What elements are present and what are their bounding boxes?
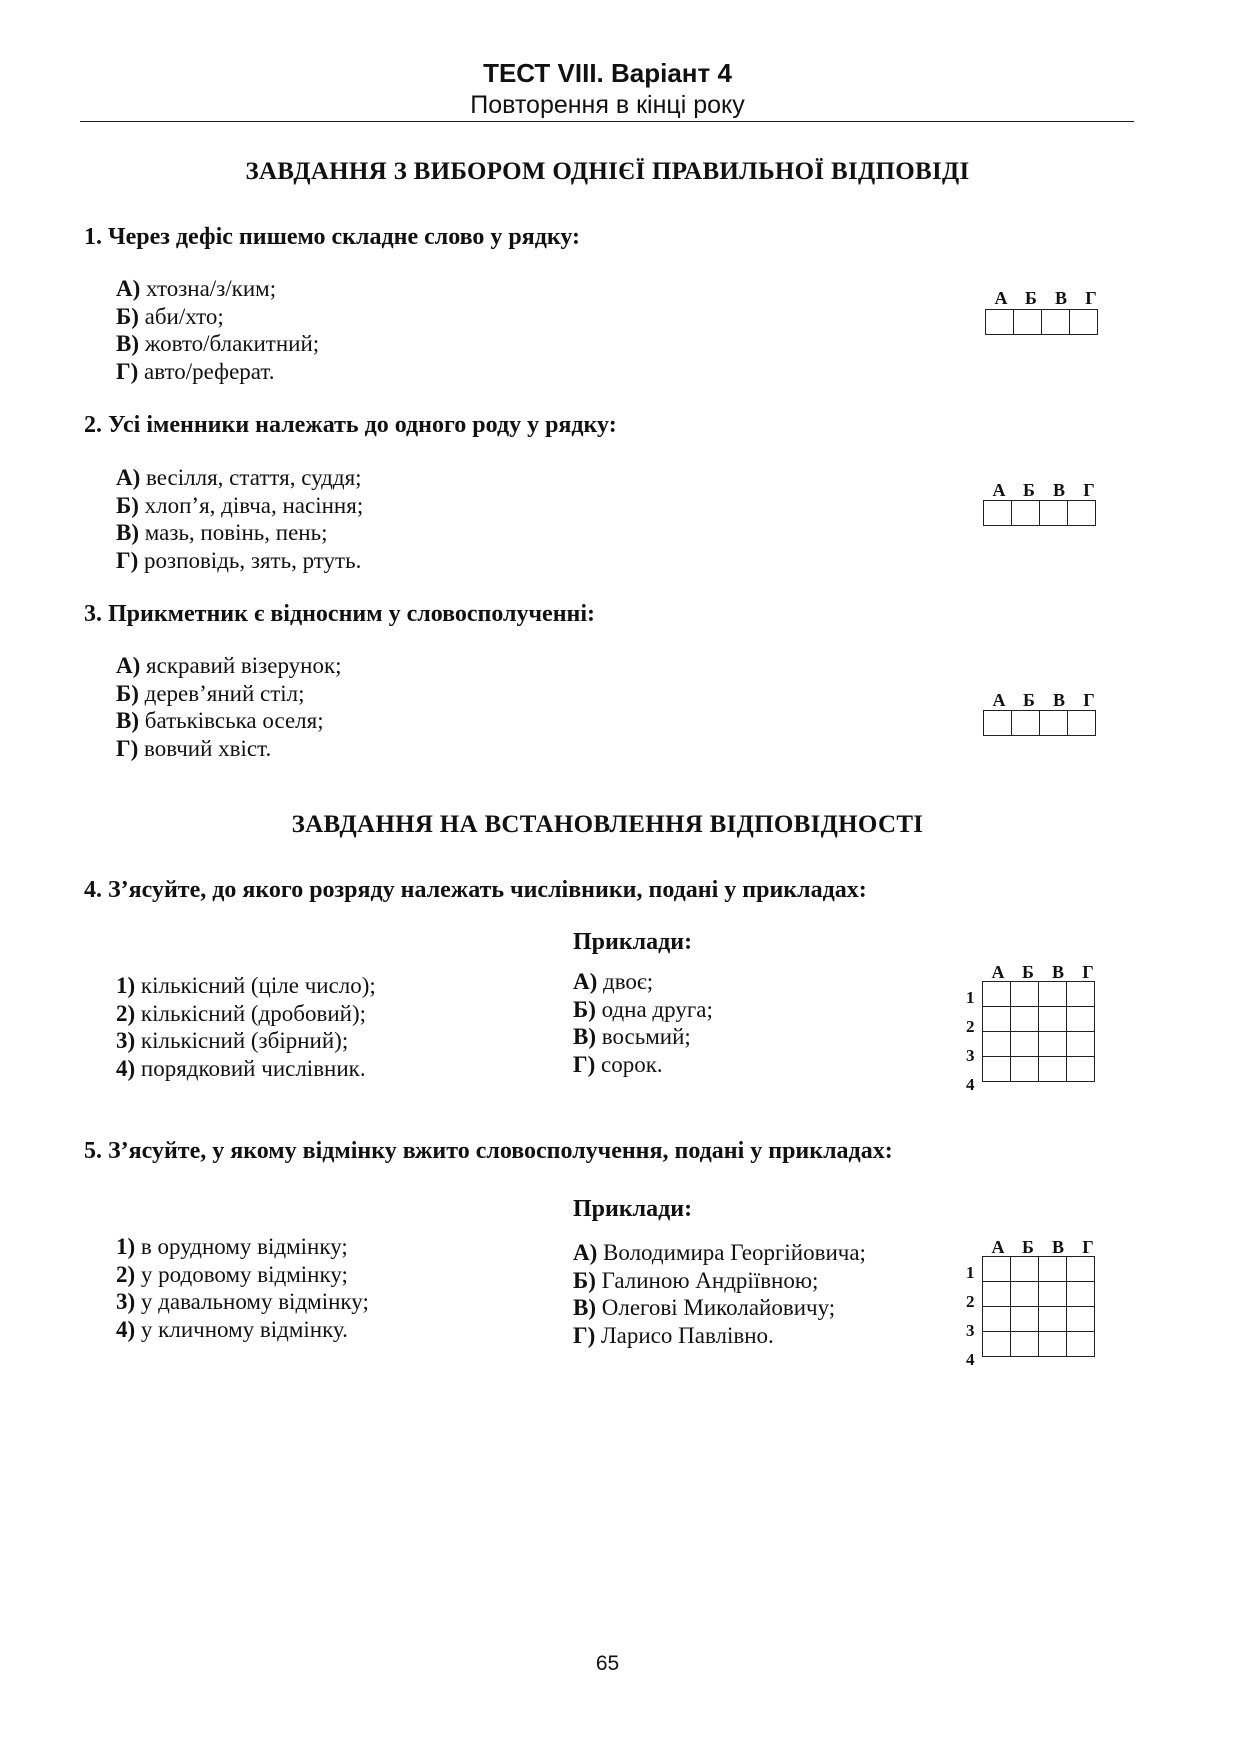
option-b: Б) аби/хто; — [116, 303, 224, 329]
question-1-options — [116, 275, 319, 385]
answer-cell[interactable] — [1039, 1332, 1067, 1357]
example-item: А) Володимира Георгійовича; — [573, 1240, 866, 1265]
examples-title: Приклади: — [573, 1196, 693, 1222]
answer-cell[interactable] — [983, 1257, 1011, 1282]
answer-cell[interactable] — [1011, 1282, 1039, 1307]
header-divider — [80, 121, 1134, 122]
option-a: А) яскравий візерунок; — [116, 653, 342, 678]
question-3-options — [116, 652, 342, 762]
example-item: Б) одна друга; — [573, 996, 713, 1022]
answer-cell[interactable] — [1039, 1307, 1067, 1332]
answer-cell[interactable] — [1011, 1007, 1039, 1032]
option-c: В) жовто/блакитний; — [116, 331, 320, 356]
answer-grid-3[interactable] — [983, 710, 1096, 736]
answer-cell[interactable] — [1039, 982, 1067, 1007]
list-item: 4) порядковий числівник. — [116, 1055, 366, 1081]
question-4: 4. З’ясуйте, до якого розряду належать числівники, подані у прикладах: — [84, 877, 867, 903]
question-5-examples — [573, 1239, 866, 1349]
page-number: 65 — [595, 1652, 620, 1675]
answer-cell[interactable] — [1011, 1057, 1039, 1082]
answer-cell[interactable] — [1014, 310, 1042, 335]
answer-cell[interactable] — [1067, 1057, 1095, 1082]
answer-cell[interactable] — [1067, 1307, 1095, 1332]
answer-cell[interactable] — [983, 1307, 1011, 1332]
answer-cell[interactable] — [983, 1007, 1011, 1032]
question-2: 2. Усі іменники належать до одного роду у рядку: — [84, 412, 617, 438]
answer-cell[interactable] — [1040, 711, 1068, 736]
answer-cell[interactable] — [1067, 1007, 1095, 1032]
answer-cell[interactable] — [1011, 1032, 1039, 1057]
option-c: В) мазь, повінь, пень; — [116, 520, 328, 545]
option-a: А) хтозна/з/ким; — [116, 276, 277, 301]
question-3: 3. Прикметник є відносним у словосполученні: — [84, 601, 596, 627]
answer-cell[interactable] — [1012, 711, 1040, 736]
list-item: 1) в орудному відмінку; — [116, 1234, 348, 1259]
list-item: 2) у родовому відмінку; — [116, 1261, 348, 1287]
answer-cell[interactable] — [1068, 501, 1096, 526]
answer-cell[interactable] — [1067, 982, 1095, 1007]
row-number: 4 — [966, 1350, 975, 1369]
answer-grid-4[interactable] — [982, 981, 1095, 1082]
answer-cell[interactable] — [1039, 1007, 1067, 1032]
answer-cell[interactable] — [1011, 1307, 1039, 1332]
option-d: Г) розповідь, зять, ртуть. — [116, 547, 362, 573]
example-item: А) двоє; — [573, 969, 654, 994]
section-title-single-choice: ЗАВДАННЯ З ВИБОРОМ ОДНІЄЇ ПРАВИЛЬНОЇ ВІДПОВІДІ — [245, 158, 970, 185]
question-1: 1. Через дефіс пишемо складне слово у рядку: — [84, 224, 581, 250]
answer-cell[interactable] — [983, 1032, 1011, 1057]
answer-grid-5[interactable] — [982, 1256, 1095, 1357]
option-a: А) весілля, стаття, суддя; — [116, 465, 362, 490]
test-subtitle: Повторення в кінці року — [470, 91, 745, 119]
row-number: 3 — [966, 1321, 975, 1340]
answer-cell[interactable] — [1011, 1332, 1039, 1357]
option-b: Б) дерев’яний стіл; — [116, 680, 305, 706]
answer-cell[interactable] — [1068, 711, 1096, 736]
example-item: В) Олегові Миколайовичу; — [573, 1295, 836, 1320]
example-item: Б) Галиною Андріївною; — [573, 1267, 819, 1293]
row-number: 3 — [966, 1046, 975, 1065]
option-b: Б) хлоп’я, дівча, насіння; — [116, 492, 364, 518]
answer-cell[interactable] — [1011, 1257, 1039, 1282]
question-5: 5. З’ясуйте, у якому відмінку вжито словосполучення, подані у прикладах: — [84, 1138, 893, 1164]
answer-cell[interactable] — [1070, 310, 1098, 335]
answer-cell[interactable] — [983, 1332, 1011, 1357]
option-d: Г) вовчий хвіст. — [116, 735, 272, 761]
answer-cell[interactable] — [983, 1282, 1011, 1307]
answer-cell[interactable] — [983, 1057, 1011, 1082]
row-number: 2 — [966, 1292, 975, 1311]
section-title-matching: ЗАВДАННЯ НА ВСТАНОВЛЕННЯ ВІДПОВІДНОСТІ — [291, 811, 924, 838]
examples-title: Приклади: — [573, 929, 693, 955]
answer-cell[interactable] — [1067, 1282, 1095, 1307]
answer-cell[interactable] — [1011, 982, 1039, 1007]
answer-grid-2[interactable] — [983, 500, 1096, 526]
answer-cell[interactable] — [1040, 501, 1068, 526]
answer-cell[interactable] — [1012, 501, 1040, 526]
row-number: 1 — [966, 1263, 975, 1282]
answer-cell[interactable] — [1042, 310, 1070, 335]
question-2-options — [116, 464, 363, 574]
option-d: Г) авто/реферат. — [116, 358, 275, 384]
list-item: 3) кількісний (збірний); — [116, 1028, 349, 1053]
answer-cell[interactable] — [984, 501, 1012, 526]
example-item: Г) Ларисо Павлівно. — [573, 1322, 774, 1348]
list-item: 1) кількісний (ціле число); — [116, 973, 376, 998]
example-item: Г) сорок. — [573, 1051, 663, 1077]
answer-cell[interactable] — [1067, 1332, 1095, 1357]
list-item: 3) у давальному відмінку; — [116, 1289, 369, 1314]
row-number: 1 — [966, 988, 975, 1007]
row-number: 4 — [966, 1075, 975, 1094]
answer-cell[interactable] — [1039, 1282, 1067, 1307]
question-5-items — [116, 1233, 369, 1343]
test-title: ТЕСТ VIII. Варіант 4 — [483, 58, 732, 88]
answer-cell[interactable] — [983, 982, 1011, 1007]
option-c: В) батьківська оселя; — [116, 708, 324, 733]
list-item: 4) у кличному відмінку. — [116, 1316, 348, 1342]
question-4-examples — [573, 968, 713, 1078]
question-4-items — [116, 972, 376, 1082]
list-item: 2) кількісний (дробовий); — [116, 1000, 366, 1026]
answer-cell[interactable] — [1067, 1257, 1095, 1282]
answer-cell[interactable] — [984, 711, 1012, 736]
answer-grid-1[interactable] — [985, 309, 1098, 335]
answer-cell[interactable] — [1039, 1257, 1067, 1282]
answer-cell[interactable] — [986, 310, 1014, 335]
answer-cell[interactable] — [1039, 1032, 1067, 1057]
answer-cell[interactable] — [1067, 1032, 1095, 1057]
answer-cell[interactable] — [1039, 1057, 1067, 1082]
example-item: В) восьмий; — [573, 1024, 691, 1049]
row-number: 2 — [966, 1017, 975, 1036]
